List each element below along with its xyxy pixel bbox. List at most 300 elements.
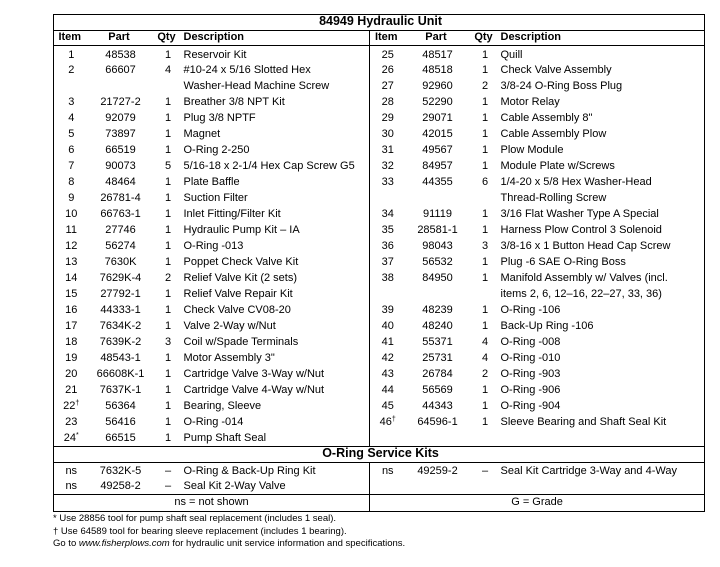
part-number: 7629K-4 xyxy=(99,272,142,284)
quantity: 1 xyxy=(481,320,489,332)
table-row xyxy=(54,142,705,158)
description: Breather 3/8 NPT Kit xyxy=(183,96,285,108)
quantity: 1 xyxy=(164,192,172,204)
kit-description: Seal Kit Cartridge 3-Way and 4-Way xyxy=(498,462,705,478)
item-number xyxy=(54,206,86,222)
part-number: 92960 xyxy=(422,80,453,92)
part-number: 56416 xyxy=(105,416,136,428)
item-number xyxy=(54,158,86,174)
description: Manifold Assembly w/ Valves (incl. xyxy=(498,270,705,286)
part-number: 28581-1 xyxy=(417,224,458,236)
part-number: 21727-2 xyxy=(100,96,141,108)
legend-ns: ns = not shown xyxy=(54,494,370,511)
item-number xyxy=(54,142,86,158)
item-number xyxy=(54,62,86,78)
table-row xyxy=(54,382,705,398)
item-number-value: 35 xyxy=(381,224,394,236)
item-number xyxy=(54,46,86,63)
table-row xyxy=(54,350,705,366)
empty-cell xyxy=(403,478,470,494)
description: Coil w/Spade Terminals xyxy=(183,336,299,348)
kit-item: ns xyxy=(54,478,86,494)
item-number xyxy=(370,142,403,158)
table-row xyxy=(54,174,705,190)
description: O-Ring -013 xyxy=(183,240,244,252)
header-qty: Qty xyxy=(470,31,498,46)
quantity: 1 xyxy=(164,352,172,364)
quantity: 1 xyxy=(481,112,489,124)
empty-cell xyxy=(498,478,705,494)
quantity: 1 xyxy=(481,400,489,412)
table-row xyxy=(54,206,705,222)
item-number xyxy=(54,94,86,110)
part-number: 44343 xyxy=(422,400,453,412)
description: O-Ring -014 xyxy=(183,416,244,428)
description: Module Plate w/Screws xyxy=(498,158,705,174)
table-row xyxy=(54,302,705,318)
item-number xyxy=(54,270,86,286)
quantity: 1 xyxy=(164,400,172,412)
description: 5/16-18 x 2-1/4 Hex Cap Screw G5 xyxy=(183,160,355,172)
item-number-value: 29 xyxy=(381,112,394,124)
description: Cartridge Valve 4-Way w/Nut xyxy=(183,384,325,396)
description: O-Ring -106 xyxy=(498,302,705,318)
description: Cable Assembly Plow xyxy=(498,126,705,142)
kit-quantity: – xyxy=(481,464,489,477)
item-number-value: 36 xyxy=(381,240,394,252)
description: Relief Valve Repair Kit xyxy=(183,288,293,300)
service-kit-row xyxy=(54,462,705,478)
quantity: 1 xyxy=(481,64,489,76)
item-number-value: 3 xyxy=(68,96,75,108)
part-number: 27792-1 xyxy=(100,288,141,300)
item-number-value: 12 xyxy=(65,240,78,252)
item-number-value: 40 xyxy=(381,320,394,332)
kit-item: ns xyxy=(370,462,403,478)
description: Plate Baffle xyxy=(183,176,240,188)
quantity: 1 xyxy=(164,112,172,124)
item-number-value: 42 xyxy=(381,352,394,364)
item-number-value: 20 xyxy=(65,368,78,380)
item-number xyxy=(54,254,86,270)
item-number-value: 33 xyxy=(381,176,394,188)
quantity: 1 xyxy=(164,320,172,332)
item-number xyxy=(370,206,403,222)
part-number-empty xyxy=(86,78,153,94)
item-number xyxy=(54,414,86,430)
part-number: 48464 xyxy=(105,176,136,188)
description: Relief Valve Kit (2 sets) xyxy=(183,272,298,284)
part-number: 73897 xyxy=(105,128,136,140)
item-number xyxy=(54,174,86,190)
table-row xyxy=(54,94,705,110)
item-number-empty xyxy=(370,286,403,302)
table-row xyxy=(54,286,705,302)
part-number: 84957 xyxy=(422,160,453,172)
part-number: 52290 xyxy=(422,96,453,108)
table-row xyxy=(54,254,705,270)
item-number xyxy=(370,270,403,286)
quantity: 6 xyxy=(481,176,489,188)
description: Plow Module xyxy=(498,142,705,158)
item-number-value: 34 xyxy=(381,208,394,220)
quantity: 1 xyxy=(164,432,172,444)
part-number: 56532 xyxy=(422,256,453,268)
quantity: 4 xyxy=(481,336,489,348)
item-number xyxy=(370,398,403,414)
kit-part-number: 49259-2 xyxy=(417,464,458,477)
part-number: 48517 xyxy=(422,49,453,61)
item-number-value: 27 xyxy=(381,80,394,92)
quantity: 1 xyxy=(164,208,172,220)
item-number-value: 32 xyxy=(381,160,394,172)
description: Valve 2-Way w/Nut xyxy=(183,320,276,332)
item-number xyxy=(54,430,86,446)
part-number: 7639K-2 xyxy=(99,336,142,348)
table-row xyxy=(54,414,705,430)
item-number-value: 37 xyxy=(381,256,394,268)
empty-cell xyxy=(470,478,498,494)
item-number-empty xyxy=(54,78,86,94)
quantity: 1 xyxy=(164,288,172,300)
description: Magnet xyxy=(183,128,221,140)
item-number-value: 5 xyxy=(68,128,75,140)
table-row xyxy=(54,398,705,414)
parts-rows xyxy=(54,46,705,447)
item-number xyxy=(370,318,403,334)
quantity: 1 xyxy=(481,224,489,236)
description: Bearing, Sleeve xyxy=(183,400,262,412)
quantity: 1 xyxy=(481,304,489,316)
table-row xyxy=(54,430,705,446)
quantity: 1 xyxy=(481,208,489,220)
description: O-Ring -010 xyxy=(498,350,705,366)
item-number-value: 7 xyxy=(68,160,75,172)
item-number-value: 9 xyxy=(68,192,75,204)
quantity: 1 xyxy=(481,144,489,156)
quantity: 1 xyxy=(481,160,489,172)
description: O-Ring -008 xyxy=(498,334,705,350)
item-number xyxy=(54,126,86,142)
part-number: 56274 xyxy=(105,240,136,252)
item-number xyxy=(370,62,403,78)
description: Back-Up Ring -106 xyxy=(498,318,705,334)
header-item: Item xyxy=(54,31,86,46)
item-number xyxy=(370,110,403,126)
part-number-empty xyxy=(403,286,470,302)
description: O-Ring -904 xyxy=(498,398,705,414)
part-number: 92079 xyxy=(105,112,136,124)
description: Plug -6 SAE O-Ring Boss xyxy=(498,254,705,270)
description: Cable Assembly 8" xyxy=(498,110,705,126)
part-number: 26781-4 xyxy=(100,192,141,204)
quantity: 1 xyxy=(164,128,172,140)
table-row xyxy=(54,222,705,238)
quantity: 1 xyxy=(481,416,489,428)
item-number-value: 14 xyxy=(65,272,78,284)
item-number-value: 41 xyxy=(381,336,394,348)
table-row xyxy=(54,62,705,78)
kit-part-number: 49258-2 xyxy=(100,480,141,492)
part-number: 48518 xyxy=(422,64,453,76)
footnote-star: * Use 28856 tool for pump shaft seal replacement (includes 1 seal). xyxy=(53,513,337,524)
footnote-website xyxy=(53,538,405,551)
empty-cell xyxy=(470,430,498,446)
empty-cell xyxy=(370,430,403,446)
part-number: 7634K-2 xyxy=(99,320,142,332)
item-number xyxy=(370,46,403,63)
item-number xyxy=(370,222,403,238)
quantity: 4 xyxy=(164,64,172,76)
description: Check Valve CV08-20 xyxy=(183,304,291,316)
item-number-value: 46 xyxy=(379,416,392,428)
item-number xyxy=(54,222,86,238)
quantity: 1 xyxy=(164,368,172,380)
item-number-value: 21 xyxy=(65,384,78,396)
part-number: 44355 xyxy=(422,176,453,188)
footnote-dagger: † Use 64589 tool for bearing sleeve replacement (includes 1 bearing). xyxy=(53,525,347,537)
description: Suction Filter xyxy=(183,192,248,204)
description: 3/8-24 O-Ring Boss Plug xyxy=(498,78,705,94)
item-number xyxy=(370,126,403,142)
table-row xyxy=(54,158,705,174)
description: Cartridge Valve 3-Way w/Nut xyxy=(183,368,325,380)
quantity: 1 xyxy=(481,272,489,284)
website-link[interactable]: www.fisherplows.com xyxy=(78,538,170,549)
part-number: 26784 xyxy=(422,368,453,380)
item-number xyxy=(370,158,403,174)
footnote-mark: † xyxy=(391,416,396,423)
quantity: 1 xyxy=(164,144,172,156)
item-number xyxy=(54,238,86,254)
quantity-empty xyxy=(153,78,181,94)
item-number-value: 19 xyxy=(65,352,78,364)
quantity: 1 xyxy=(481,128,489,140)
quantity: 2 xyxy=(481,80,489,92)
table-row xyxy=(54,126,705,142)
description: Inlet Fitting/Filter Kit xyxy=(183,208,281,220)
description: Plug 3/8 NPTF xyxy=(183,112,256,124)
quantity-empty xyxy=(470,190,498,206)
item-number xyxy=(54,366,86,382)
item-number-value: 26 xyxy=(381,64,394,76)
part-number: 56569 xyxy=(422,384,453,396)
kit-quantity: – xyxy=(164,464,172,477)
part-number: 66519 xyxy=(105,144,136,156)
quantity: 2 xyxy=(481,368,489,380)
item-number xyxy=(54,334,86,350)
quantity: 1 xyxy=(164,384,172,396)
item-number xyxy=(54,190,86,206)
description: Reservoir Kit xyxy=(183,49,247,61)
item-number-value: 2 xyxy=(68,64,75,76)
description: Harness Plow Control 3 Solenoid xyxy=(498,222,705,238)
part-number: 25731 xyxy=(422,352,453,364)
item-number xyxy=(370,382,403,398)
item-number-value: 43 xyxy=(381,368,394,380)
item-number xyxy=(370,78,403,94)
part-number: 55371 xyxy=(422,336,453,348)
description: O-Ring -903 xyxy=(498,366,705,382)
item-number xyxy=(370,174,403,190)
item-number-empty xyxy=(370,190,403,206)
item-number-value: 23 xyxy=(65,416,78,428)
empty-cell xyxy=(403,430,470,446)
quantity: 1 xyxy=(164,416,172,428)
table-row xyxy=(54,270,705,286)
item-number xyxy=(54,110,86,126)
item-number xyxy=(370,350,403,366)
description: Sleeve Bearing and Shaft Seal Kit xyxy=(498,414,705,430)
item-number xyxy=(54,286,86,302)
item-number xyxy=(54,382,86,398)
table-row xyxy=(54,318,705,334)
part-number: 27746 xyxy=(105,224,136,236)
item-number-value: 45 xyxy=(381,400,394,412)
item-number-value: 22 xyxy=(63,400,76,412)
quantity: 5 xyxy=(164,160,172,172)
description: Poppet Check Valve Kit xyxy=(183,256,299,268)
part-number: 7637K-1 xyxy=(99,384,142,396)
item-number-value: 30 xyxy=(381,128,394,140)
quantity: 1 xyxy=(164,304,172,316)
kit-quantity: – xyxy=(164,480,172,492)
item-number-value: 11 xyxy=(65,224,77,236)
table-row xyxy=(54,238,705,254)
description: O-Ring 2-250 xyxy=(183,144,250,156)
item-number-value: 10 xyxy=(65,208,78,220)
item-number-value: 39 xyxy=(381,304,394,316)
quantity: 1 xyxy=(164,49,172,61)
item-number-value: 16 xyxy=(65,304,78,316)
table-row xyxy=(54,190,705,206)
item-number-value: 44 xyxy=(381,384,394,396)
part-number: 48239 xyxy=(422,304,453,316)
item-number-value: 17 xyxy=(65,320,78,332)
part-number-empty xyxy=(403,190,470,206)
item-number-value: 1 xyxy=(68,49,75,61)
table-row xyxy=(54,334,705,350)
part-number: 48543-1 xyxy=(100,352,141,364)
item-number-value: 6 xyxy=(68,144,75,156)
item-number xyxy=(370,254,403,270)
part-number: 48538 xyxy=(105,49,136,61)
description-continued: items 2, 6, 12–16, 22–27, 33, 36) xyxy=(498,286,705,302)
description: O-Ring -906 xyxy=(498,382,705,398)
quantity-empty xyxy=(470,286,498,302)
description: Pump Shaft Seal xyxy=(183,432,267,444)
legend-row xyxy=(54,494,705,511)
kit-description: Seal Kit 2-Way Valve xyxy=(183,480,286,492)
part-number: 91119 xyxy=(423,208,452,220)
part-number: 66608K-1 xyxy=(96,368,145,380)
quantity: 3 xyxy=(164,336,172,348)
header-part: Part xyxy=(86,31,153,46)
quantity: 1 xyxy=(164,240,172,252)
item-number-value: 31 xyxy=(381,144,394,156)
footnote-mark: * xyxy=(76,432,79,439)
item-number-value: 38 xyxy=(381,272,394,284)
legend-grade: G = Grade xyxy=(370,494,705,511)
item-number-value: 4 xyxy=(68,112,75,124)
description-continued: Thread-Rolling Screw xyxy=(498,190,705,206)
service-kit-row xyxy=(54,478,705,494)
part-number: 84950 xyxy=(422,272,453,284)
quantity: 1 xyxy=(481,384,489,396)
table-row xyxy=(54,78,705,94)
item-number xyxy=(54,302,86,318)
description: Motor Assembly 3" xyxy=(183,352,275,364)
item-number-value: 18 xyxy=(65,336,78,348)
header-qty: Qty xyxy=(153,31,181,46)
footnotes xyxy=(53,513,405,551)
part-number: 42015 xyxy=(422,128,453,140)
quantity: 1 xyxy=(164,256,172,268)
item-number xyxy=(370,302,403,318)
header-description: Description xyxy=(181,31,370,46)
website-suffix: for hydraulic unit service information and specifications. xyxy=(169,538,406,549)
item-number-value: 24 xyxy=(63,432,76,444)
part-number: 29071 xyxy=(422,112,453,124)
header-item: Item xyxy=(370,31,403,46)
description: Motor Relay xyxy=(498,94,705,110)
item-number xyxy=(370,94,403,110)
description: Check Valve Assembly xyxy=(498,62,705,78)
item-number-value: 13 xyxy=(65,256,78,268)
service-kit-rows xyxy=(54,462,705,494)
item-number-value: 28 xyxy=(381,96,394,108)
part-number: 7630K xyxy=(104,256,137,268)
part-number: 90073 xyxy=(105,160,136,172)
part-number: 66607 xyxy=(105,64,136,76)
empty-cell xyxy=(498,430,705,446)
quantity: 4 xyxy=(481,352,489,364)
item-number xyxy=(370,366,403,382)
part-number: 49567 xyxy=(422,144,453,156)
item-number xyxy=(370,414,403,430)
part-number: 44333-1 xyxy=(100,304,141,316)
quantity: 1 xyxy=(164,96,172,108)
quantity: 1 xyxy=(481,49,489,61)
header-part: Part xyxy=(403,31,470,46)
item-number-value: 8 xyxy=(68,176,75,188)
description: 3/8-16 x 1 Button Head Cap Screw xyxy=(498,238,705,254)
kit-description: O-Ring & Back-Up Ring Kit xyxy=(183,464,316,477)
quantity: 3 xyxy=(481,240,489,252)
part-number: 56364 xyxy=(105,400,136,412)
part-number: 48240 xyxy=(422,320,453,332)
description-continued: Washer-Head Machine Screw xyxy=(183,80,330,92)
footnote-mark: † xyxy=(75,400,80,407)
header-description: Description xyxy=(498,31,705,46)
part-number: 66763-1 xyxy=(100,208,141,220)
quantity: 1 xyxy=(481,256,489,268)
table-row xyxy=(54,110,705,126)
kit-part-number: 7632K-5 xyxy=(99,464,142,477)
item-number xyxy=(370,238,403,254)
description: Quill xyxy=(498,46,705,63)
part-number: 64596-1 xyxy=(417,416,458,428)
item-number-value: 25 xyxy=(381,49,394,61)
description: Hydraulic Pump Kit – IA xyxy=(183,224,300,236)
part-number: 66515 xyxy=(105,432,136,444)
item-number xyxy=(54,318,86,334)
item-number xyxy=(54,398,86,414)
table-row xyxy=(54,366,705,382)
item-number xyxy=(370,334,403,350)
column-headers xyxy=(54,31,705,46)
item-number xyxy=(54,350,86,366)
